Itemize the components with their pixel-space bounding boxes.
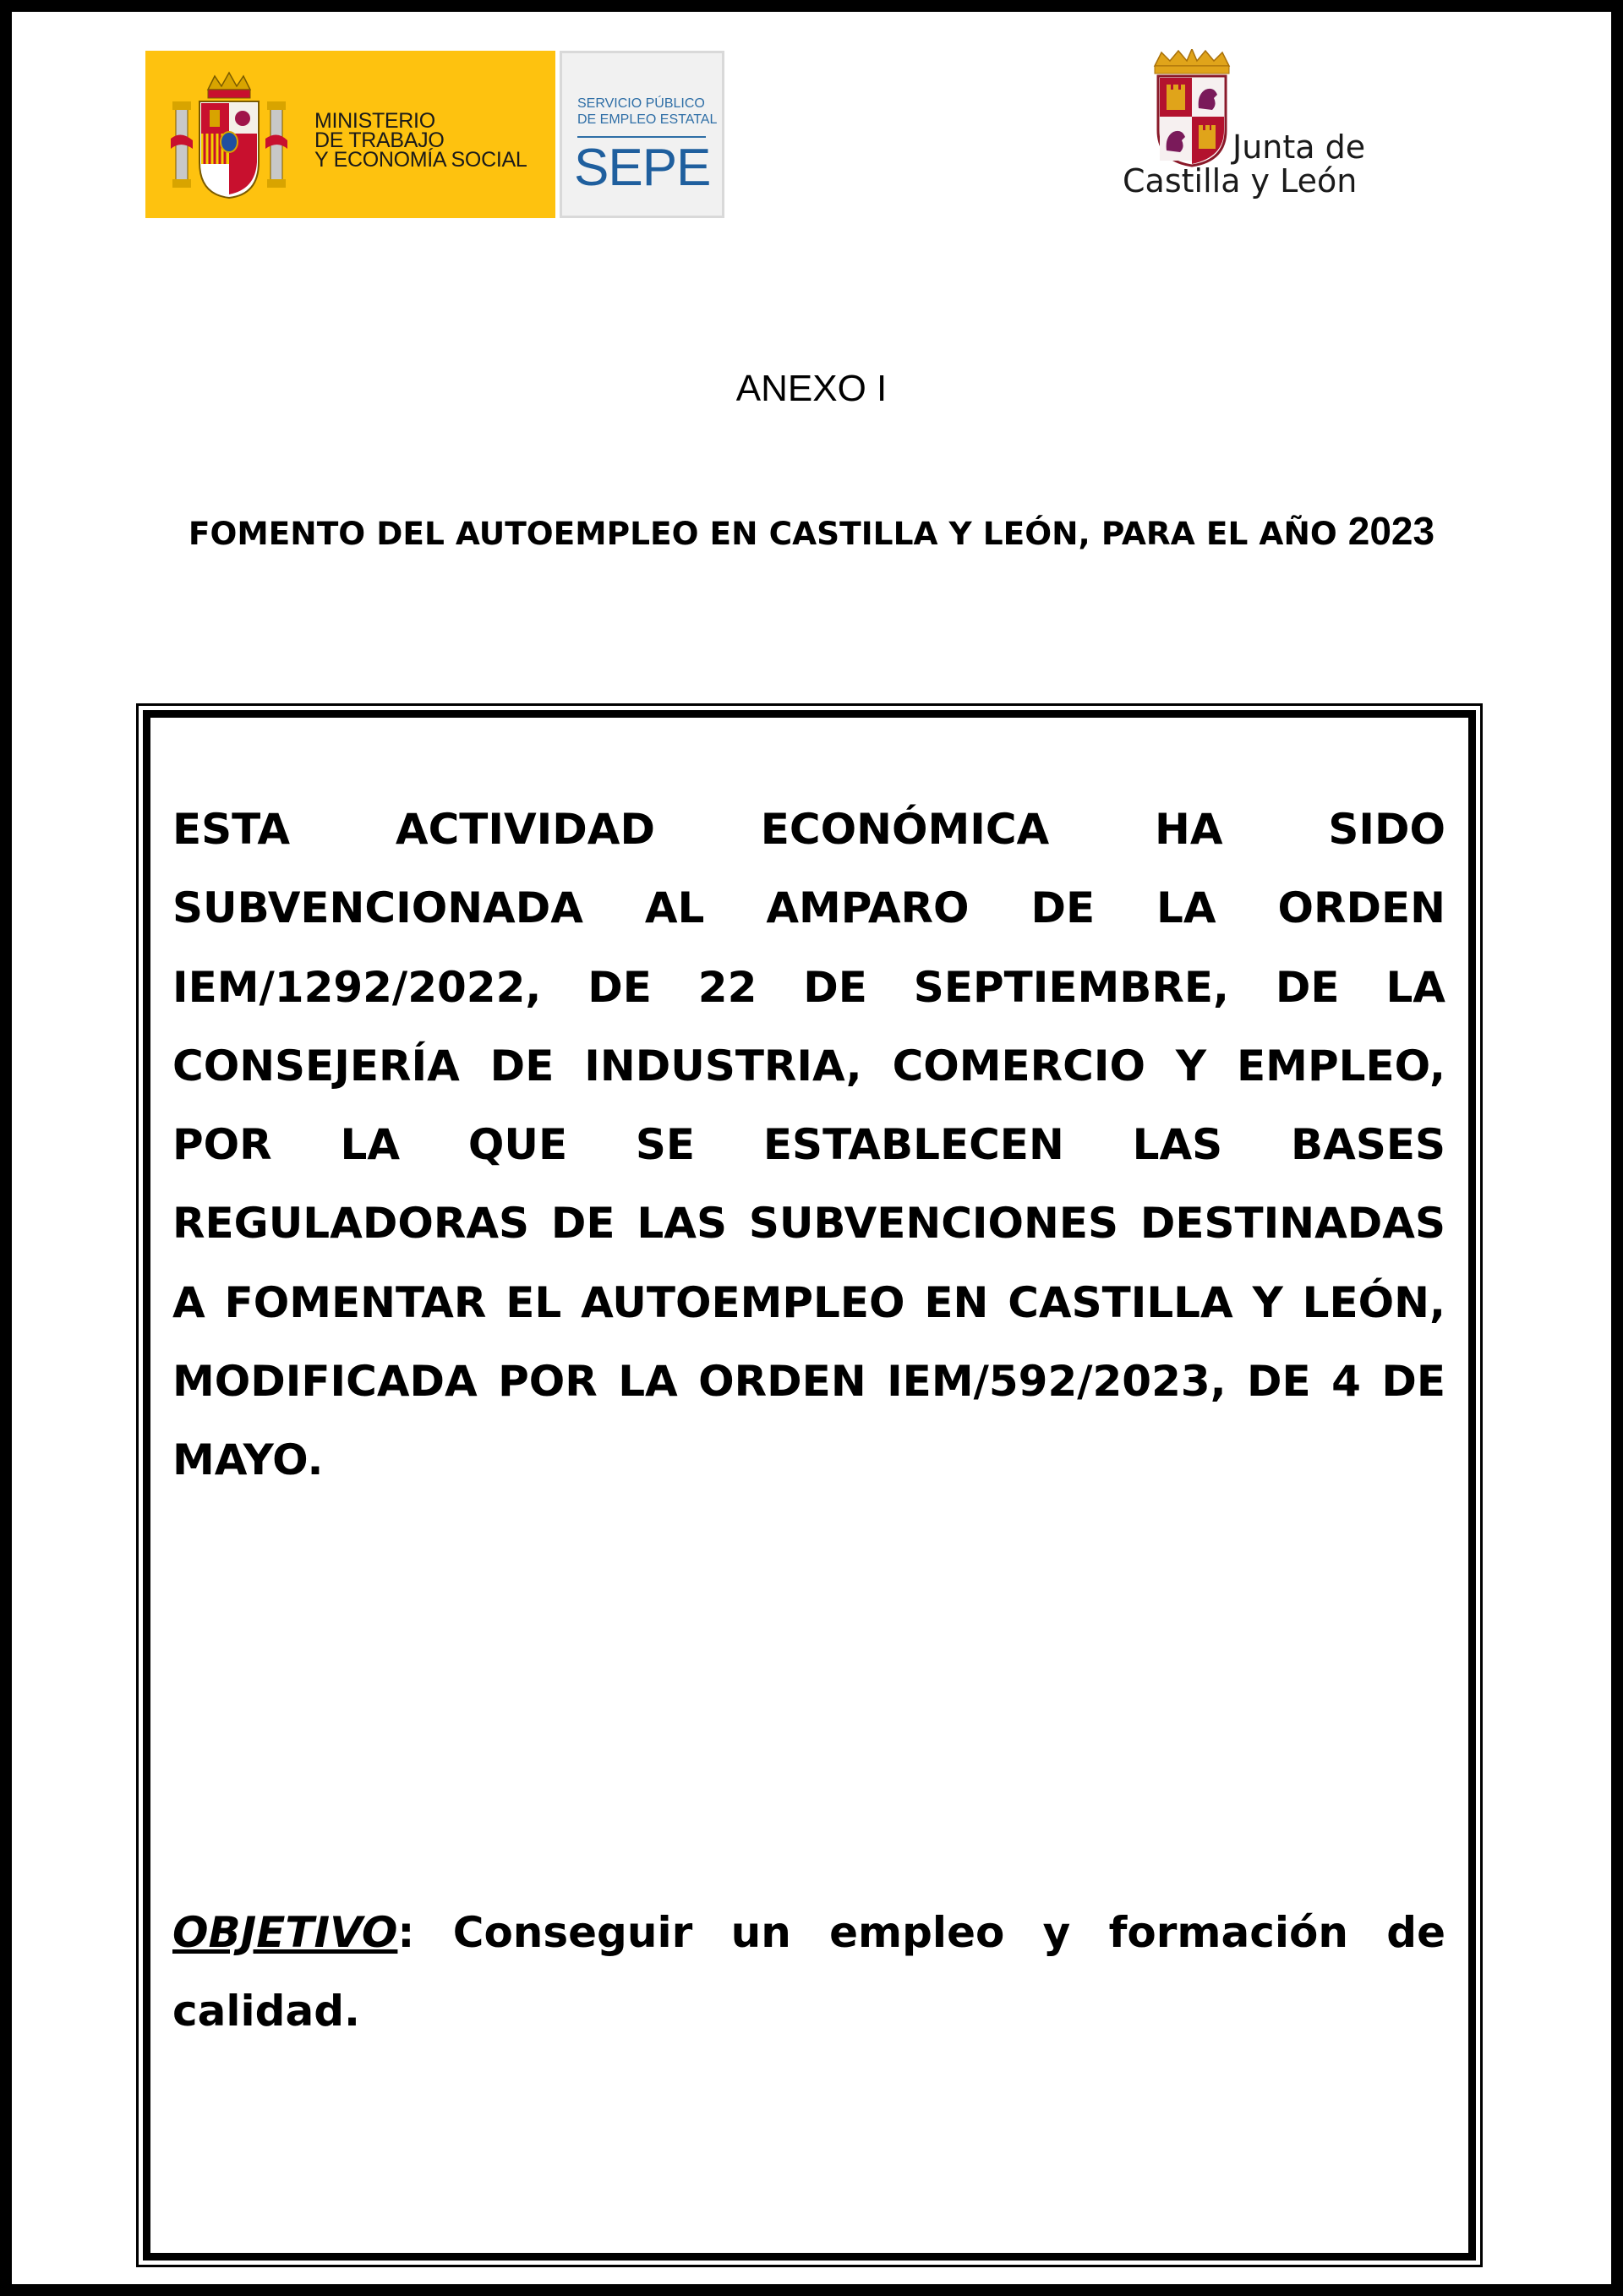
sepe-name-line: SERVICIO PÚBLICO [577, 96, 705, 111]
document-subtitle [0, 510, 1623, 555]
objective-text: : Conseguir un empleo y formación de calidad. [172, 1908, 1445, 2036]
objective-statement [172, 1894, 1445, 2051]
subsidy-statement: ESTA ACTIVIDAD ECONÓMICA HA SIDO SUBVENCIONADA AL AMPARO DE LA ORDEN IEM/1292/2022, DE 22 DE SEPTIEMBRE, DE LA CONSEJERÍA DE INDUSTRIA, COMERCIO Y EMPLEO, POR LA QUE SE ESTABLECEN LAS BASES REGULADORAS DE LAS SUBVENCIONES DESTINADAS A FOMENTAR EL AUTOEMPLEO EN CASTILLA Y LEÓN, MODIFICADA POR LA ORDEN IEM/592/2023, DE 4 DE MAYO. [172, 805, 1445, 1485]
annex-title: ANEXO I [735, 368, 888, 409]
junta-name-line-1: Junta de [1232, 128, 1366, 166]
subtitle-year: 2023 [1347, 509, 1435, 553]
ministry-name-line: Y ECONOMÍA SOCIAL [314, 148, 527, 172]
subtitle-text: FOMENTO DEL AUTOEMPLEO EN CASTILLA Y LEÓN, PARA EL AÑO [188, 515, 1337, 552]
sepe-logo [560, 51, 724, 218]
junta-name-line-2: Castilla y León [1123, 162, 1358, 200]
spain-coat-of-arms-icon [171, 71, 287, 203]
sepe-divider [577, 136, 706, 138]
ministry-name-line: MINISTERIO [314, 109, 435, 133]
junta-castilla-leon-logo [1114, 49, 1407, 210]
ministry-name-line: DE TRABAJO [314, 128, 445, 152]
sepe-name-line: DE EMPLEO ESTATAL [577, 112, 718, 127]
ministry-name [314, 109, 551, 172]
castilla-leon-shield-icon [1150, 49, 1234, 167]
sepe-acronym: SEPE [574, 139, 711, 197]
sepe-full-name [577, 96, 717, 128]
objective-label: OBJETIVO [172, 1908, 398, 1957]
ministry-logo-background [145, 51, 555, 218]
ministry-sepe-logo [145, 51, 724, 218]
